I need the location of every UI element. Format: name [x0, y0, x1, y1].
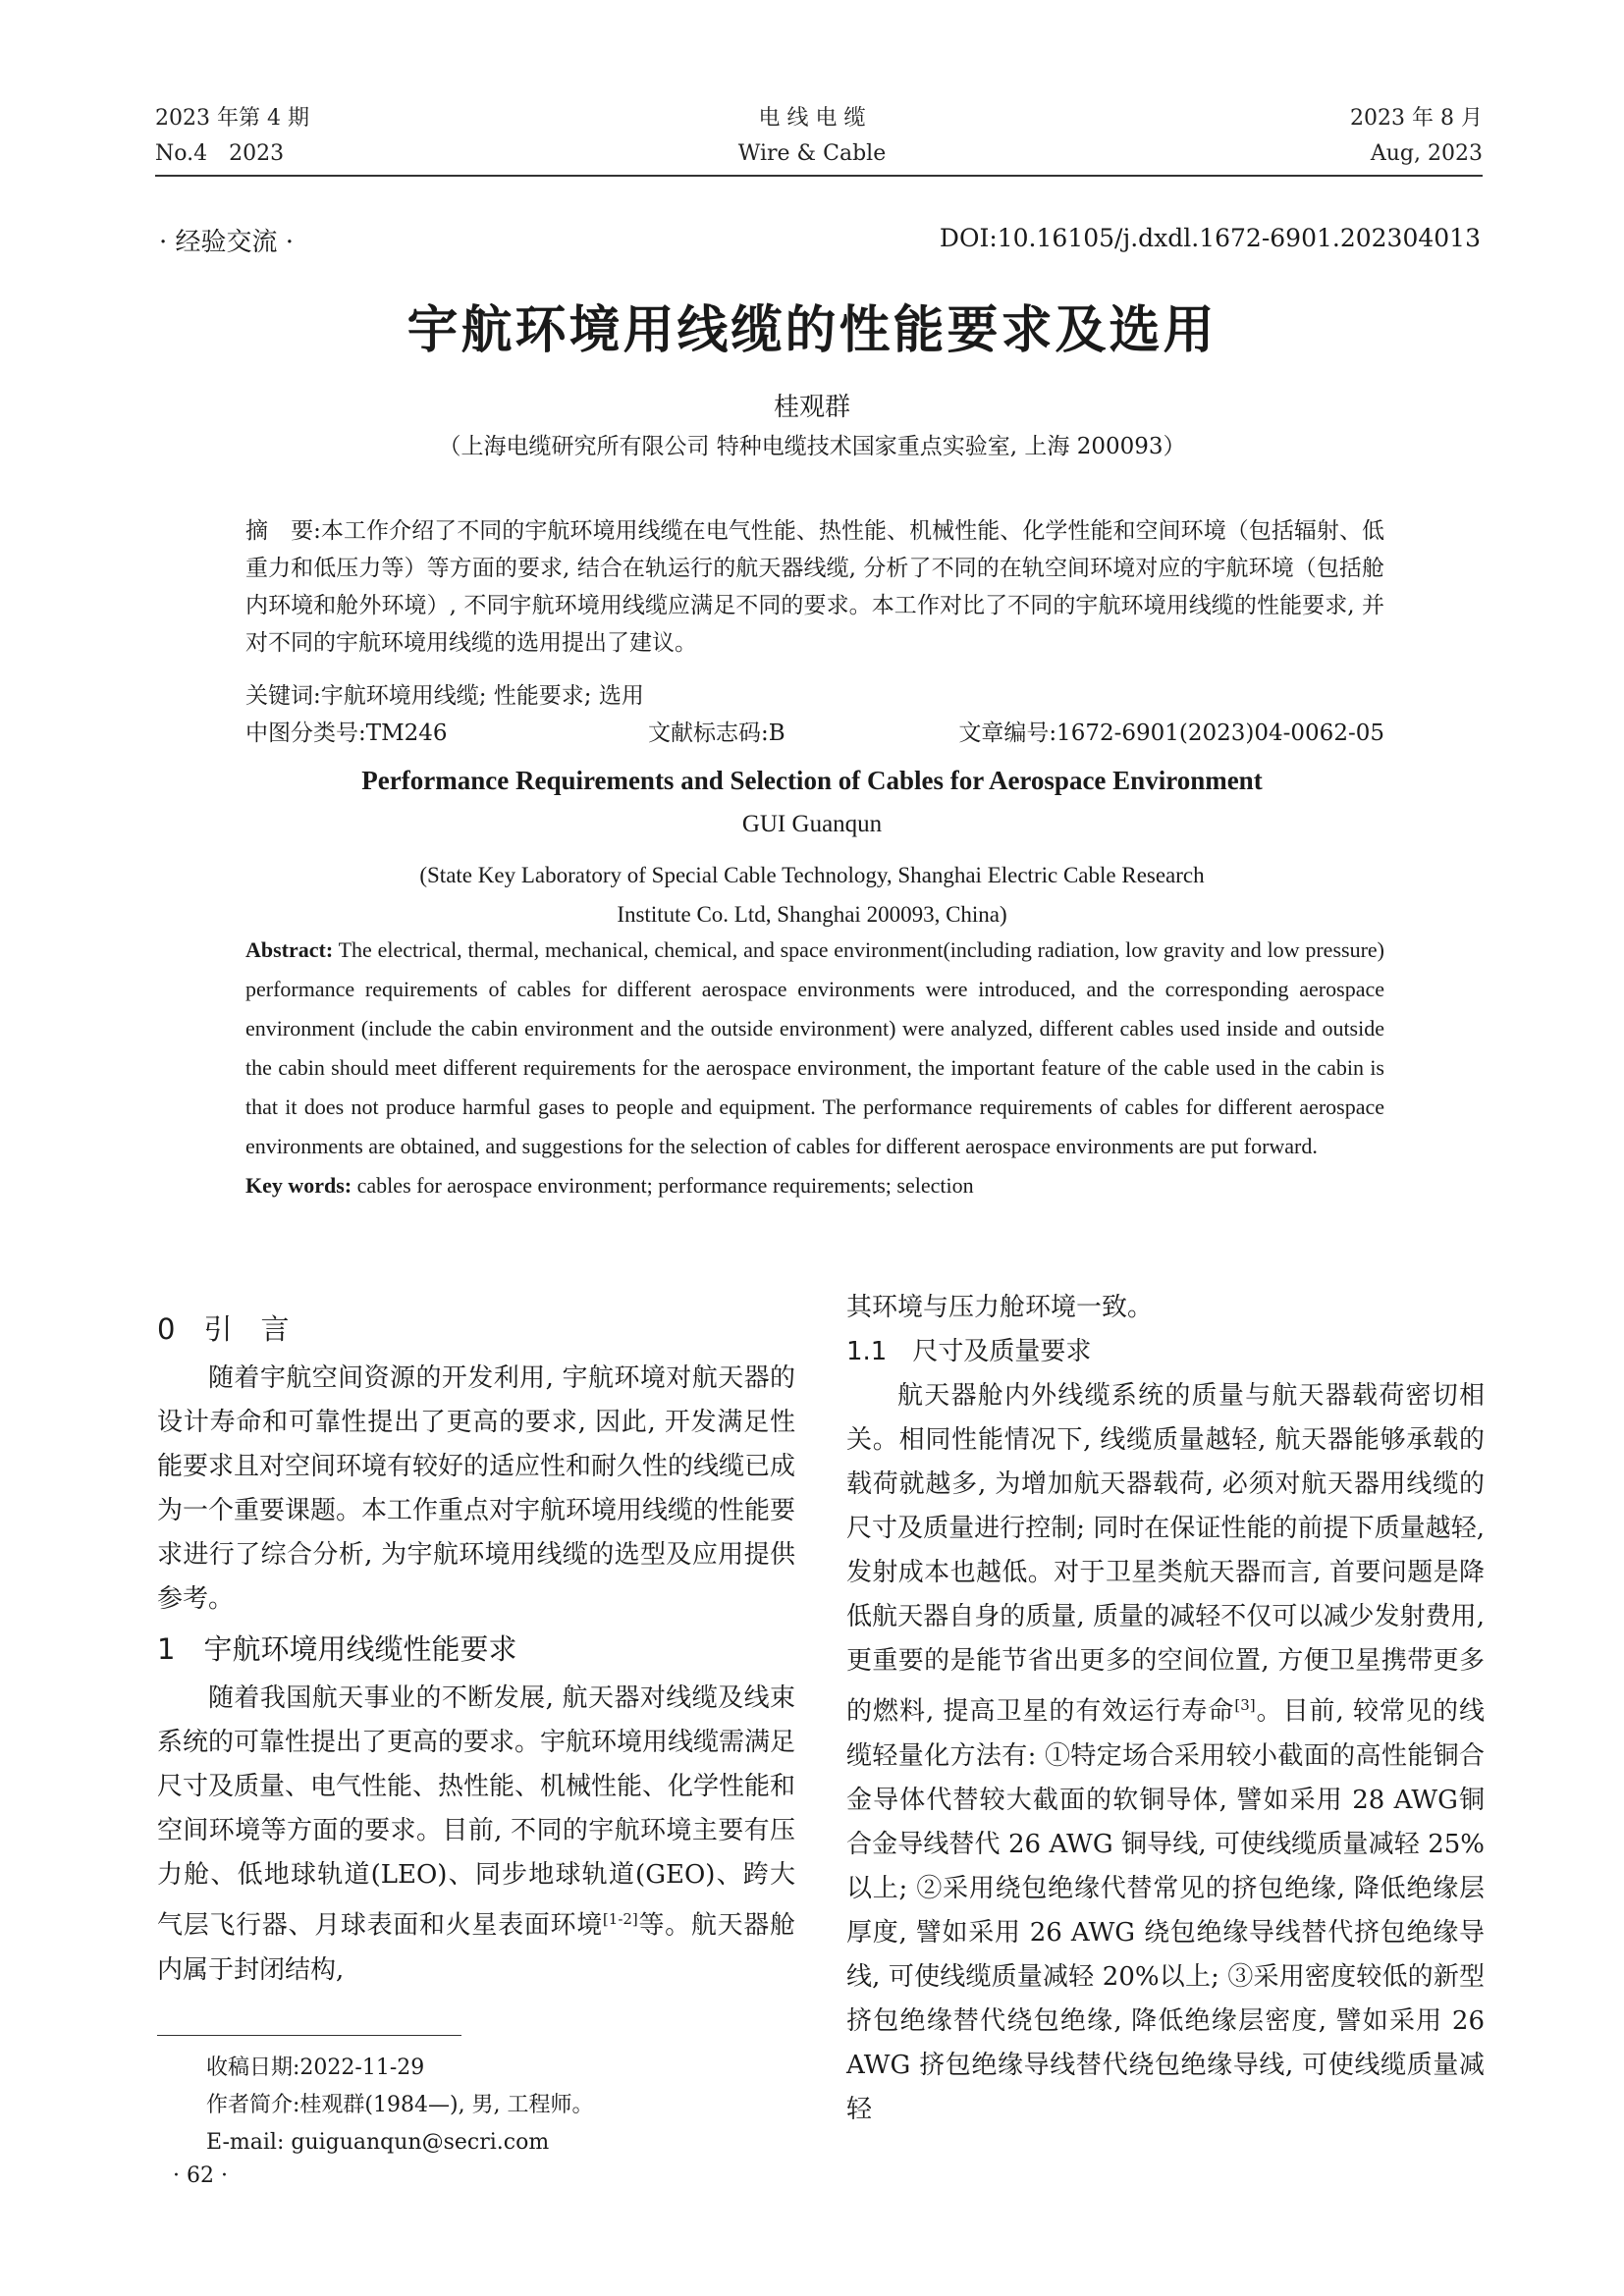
section-1-1-text-b: 。目前, 较常见的线缆轻量化方法有: ①特定场合采用较小截面的高性能铜合金导体代替较大截面的软铜导体, 譬如采用 28 AWG铜合金导线替代 26 AWG 铜导线, 可使线缆质量减轻 25%以上; ②采用绕包绝缘代替常见的挤包绝缘, 降低绝缘层厚度, 譬如采用 26 AWG 绕包绝缘导线替代挤包绝缘导线, 可使线缆质量减轻 20%以上; ③采用密度较低的新型挤包绝缘替代绕包绝缘, 降低绝缘层密度, 譬如采用 26 AWG 挤包绝缘导线替代绕包绝缘导线, 可使线缆质量减轻 [846, 1696, 1486, 2124]
section-1-1-paragraph [846, 1374, 1485, 2132]
header-issue-en: No.4 2023 [155, 141, 285, 166]
header-issue-cn: 2023 年第 4 期 [155, 106, 309, 131]
header-journal-cn: 电 线 电 缆 [758, 106, 866, 131]
abstract-cn [245, 512, 1384, 662]
heading-section-1-1: 1.1 尺寸及质量要求 [846, 1337, 1092, 1366]
heading-section-1: 1 宇航环境用线缆性能要求 [157, 1632, 517, 1666]
doi: DOI:10.16105/j.dxdl.1672-6901.202304013 [939, 224, 1481, 252]
section-label: · 经验交流 · [159, 228, 295, 257]
header-rule [155, 175, 1483, 177]
english-keywords-text: cables for aerospace environment; performance requirements; selection [356, 1173, 974, 1198]
footnote-rule [157, 2035, 461, 2036]
affiliation: （上海电缆研究所有限公司 特种电缆技术国家重点实验室, 上海 200093） [438, 434, 1186, 459]
footnote-email[interactable]: E-mail: guiguanqun@secri.com [206, 2130, 550, 2155]
page-number: · 62 · [173, 2163, 228, 2188]
continued-paragraph: 其环境与压力舱环境一致。 [846, 1293, 1154, 1322]
document-code: 文献标志码:B [648, 721, 785, 746]
article-number: 文章编号:1672-6901(2023)04-0062-05 [958, 721, 1384, 746]
keywords-cn-label: 关键词: [245, 683, 321, 709]
section-1-paragraph [157, 1677, 795, 1993]
section-1-1-text-a: 航天器舱内外线缆系统的质量与航天器载荷密切相关。相同性能情况下, 线缆质量越轻, 航天器能够承载的载荷就越多, 为增加航天器载荷, 必须对航天器用线缆的尺寸及质量进行控制; 同时在保证性能的前提下质量越轻, 发射成本也越低。对于卫星类航天器而言, 首要问题是降低航天器自身的质量, 质量的减轻不仅可以减少发射费用, 更重要的是能节省出更多的空间位置, 方便卫星携带更多的燃料, 提高卫星的有效运行寿命 [846, 1381, 1485, 1727]
clc-number: 中图分类号:TM246 [245, 721, 448, 746]
english-abstract-text: The electrical, thermal, mechanical, chemical, and space environment(including radiation, low gravity and low pressure) performance requirements of cables for different aerospace environments were introduced, and the corresponding aerospace environment (include the cabin environment and the outside environment) were analyzed, different cables used inside and outside the cabin should meet different requirements for the aerospace environment, the important feature of the cable used in the cabin is that it does not produce harmful gases to people and equipment. The performance requirements of cables for different aerospace environments are obtained, and suggestions for the selection of cables for different aerospace environments are put forward. [245, 937, 1384, 1158]
intro-paragraph: 随着宇航空间资源的开发利用, 宇航环境对航天器的设计寿命和可靠性提出了更高的要求, 因此, 开发满足性能要求且对空间环境有较好的适应性和耐久性的线缆已成为一个重要课题。本工作重点对宇航环境用线缆的性能要求进行了综合分析, 为宇航环境用线缆的选型及应用提供参考。 [157, 1363, 796, 1614]
header-date-en: Aug, 2023 [1370, 141, 1483, 166]
english-author: GUI Guanqun [741, 811, 883, 837]
english-affiliation [0, 856, 1624, 934]
keywords-cn-text: 宇航环境用线缆; 性能要求; 选用 [320, 683, 644, 709]
keywords-cn [245, 677, 1384, 715]
left-column [157, 1302, 795, 1993]
header-journal-en: Wire & Cable [737, 141, 887, 166]
english-abstract [245, 931, 1384, 1205]
footnote-received: 收稿日期:2022-11-29 [206, 2056, 425, 2080]
english-keywords-label: Key words: [245, 1173, 352, 1198]
header-date-cn: 2023 年 8 月 [1350, 106, 1483, 131]
footnote-bio: 作者简介:桂观群(1984—), 男, 工程师。 [206, 2093, 594, 2117]
abstract-cn-text: 本工作介绍了不同的宇航环境用线缆在电气性能、热性能、机械性能、化学性能和空间环境（包括辐射、低重力和低压力等）等方面的要求, 结合在轨运行的航天器线缆, 分析了不同的在轨空间环境对应的宇航环境（包括舱内环境和舱外环境）, 不同宇航环境用线缆应满足不同的要求。本工作对比了不同的宇航环境用线缆的性能要求, 并对不同的宇航环境用线缆的选用提出了建议。 [245, 518, 1385, 656]
author: 桂观群 [773, 393, 850, 422]
abstract-cn-label: 摘 要: [245, 518, 321, 544]
citation-3[interactable]: [3] [1234, 1696, 1256, 1714]
citation-1-2[interactable]: [1-2] [602, 1910, 638, 1928]
english-abstract-label: Abstract: [245, 937, 334, 962]
english-affiliation-line2: Institute Co. Ltd, Shanghai 200093, China) [617, 902, 1007, 927]
english-affiliation-line1: (State Key Laboratory of Special Cable Technology, Shanghai Electric Cable Research [419, 863, 1205, 887]
paper-title: 宇航环境用线缆的性能要求及选用 [406, 301, 1218, 360]
classification-row [245, 715, 1384, 752]
section-1-text-b: 等。航天器舱内属于封闭结构, [157, 1910, 795, 1985]
section-1-text-a: 随着我国航天事业的不断发展, 航天器对线缆及线束系统的可靠性提出了更高的要求。宇航环境用线缆需满足尺寸及质量、电气性能、热性能、机械性能、化学性能和空间环境等方面的要求。目前, 不同的宇航环境主要有压力舱、低地球轨道(LEO)、同步地球轨道(GEO)、跨大气层飞行器、月球表面和火星表面环境 [157, 1683, 796, 1941]
english-title: Performance Requirements and Selection of Cables for Aerospace Environment [361, 766, 1263, 795]
heading-introduction: 0 引 言 [157, 1312, 290, 1346]
right-column [846, 1286, 1485, 2132]
